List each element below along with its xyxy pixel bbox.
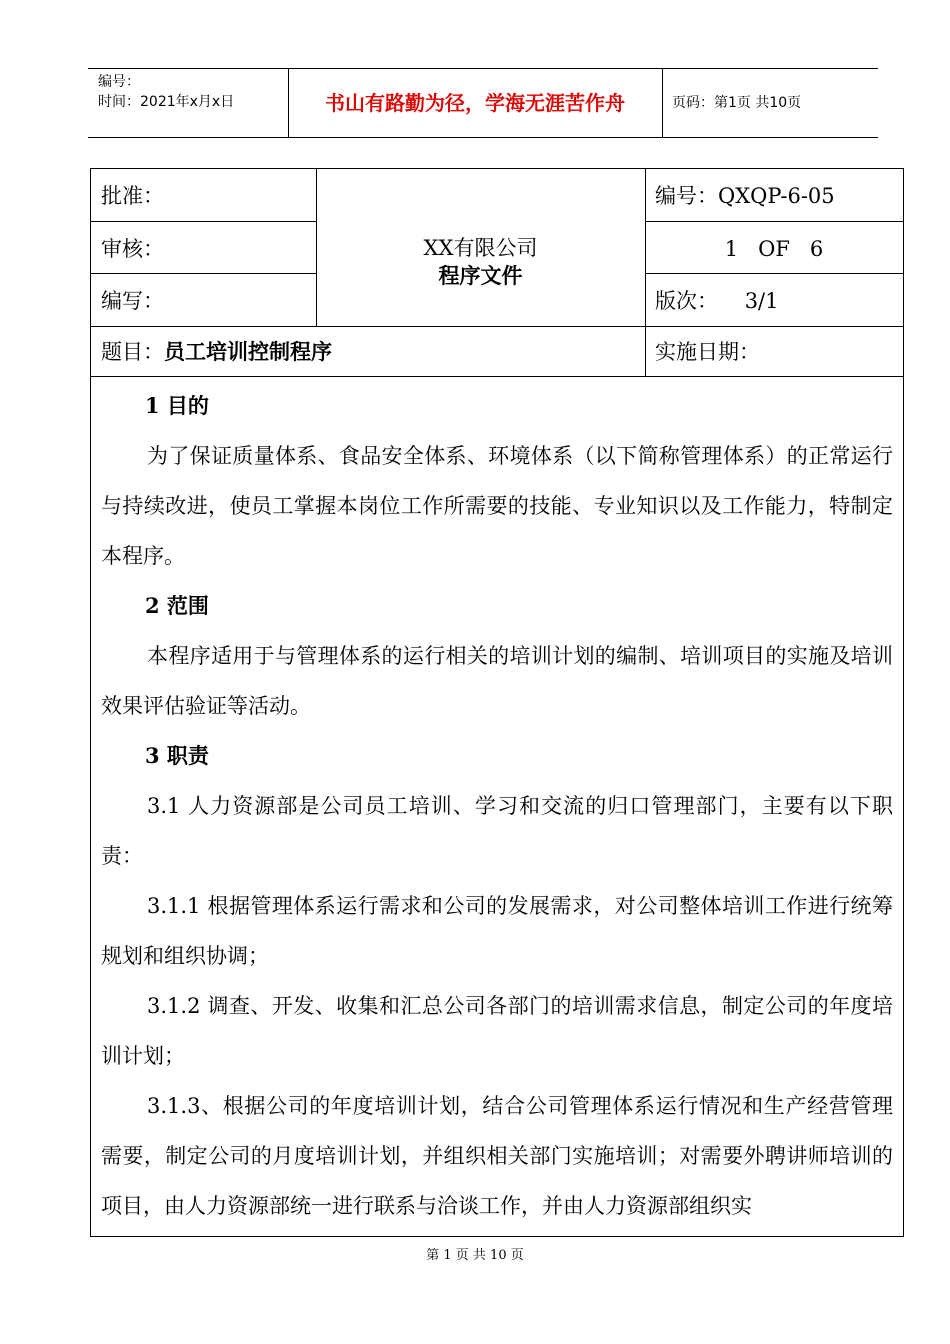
- document-type: 程序文件: [438, 263, 523, 288]
- paragraph: 3.1.1 根据管理体系运行需求和公司的发展需求，对公司整体培训工作进行统筹规划和组织协调；: [101, 894, 893, 968]
- version: 版次： 3/1: [655, 289, 779, 313]
- page-of: 1 OF 6: [724, 237, 824, 261]
- header-page-info: 页码：第1页 共10页: [672, 95, 802, 111]
- effective-date-label: 实施日期：: [655, 340, 760, 364]
- header-meta: [98, 72, 234, 112]
- procedure-document: [90, 168, 904, 1237]
- company-name: XX有限公司: [423, 236, 538, 260]
- approve-label: 批准：: [101, 184, 164, 208]
- table-line: [645, 221, 903, 222]
- table-line: [645, 273, 903, 274]
- header-number-label: 编号：: [98, 74, 140, 90]
- section-heading: 3 职责: [145, 743, 209, 768]
- paragraph: 为了保证质量体系、食品安全体系、环境体系（以下简称管理体系）的正常运行与持续改进，使员工掌握本岗位工作所需要的技能、专业知识以及工作能力，特制定本程序。: [101, 444, 893, 568]
- table-line: [645, 169, 646, 376]
- page-header: [88, 68, 878, 138]
- table-line: [91, 326, 903, 327]
- subject-title: 员工培训控制程序: [164, 339, 332, 364]
- subject-label: 题目：: [101, 340, 164, 364]
- subject-row: [101, 337, 332, 367]
- paragraph: 3.1.3、根据公司的年度培训计划，结合公司管理体系运行情况和生产经营管理需要，制定公司的月度培训计划，并组织相关部门实施培训；对需要外聘讲师培训的项目，由人力资源部统一进行联系与洽谈工作，并由人力资源部组织实: [101, 1094, 893, 1218]
- page-footer: 第 1 页 共 10 页: [426, 1248, 524, 1263]
- header-divider: [662, 69, 663, 137]
- document-number: 编号：QXQP-6-05: [655, 184, 835, 208]
- table-line: [91, 376, 903, 377]
- section-heading: 2 范围: [145, 593, 209, 618]
- table-line: [91, 221, 316, 222]
- document-body: [101, 381, 893, 1231]
- header-slogan: 书山有路勤为径，学海无涯苦作舟: [325, 91, 625, 115]
- paragraph: 本程序适用于与管理体系的运行相关的培训计划的编制、培训项目的实施及培训效果评估验证等活动。: [101, 644, 893, 718]
- review-label: 审核：: [101, 237, 164, 261]
- paragraph: 3.1 人力资源部是公司员工培训、学习和交流的归口管理部门，主要有以下职责：: [101, 794, 893, 868]
- table-line: [91, 273, 316, 274]
- prepare-label: 编写：: [101, 289, 164, 313]
- header-time: 时间：2021年x月x日: [98, 94, 235, 110]
- section-heading: 1 目的: [145, 393, 209, 418]
- paragraph: 3.1.2 调查、开发、收集和汇总公司各部门的培训需求信息，制定公司的年度培训计划；: [101, 994, 893, 1068]
